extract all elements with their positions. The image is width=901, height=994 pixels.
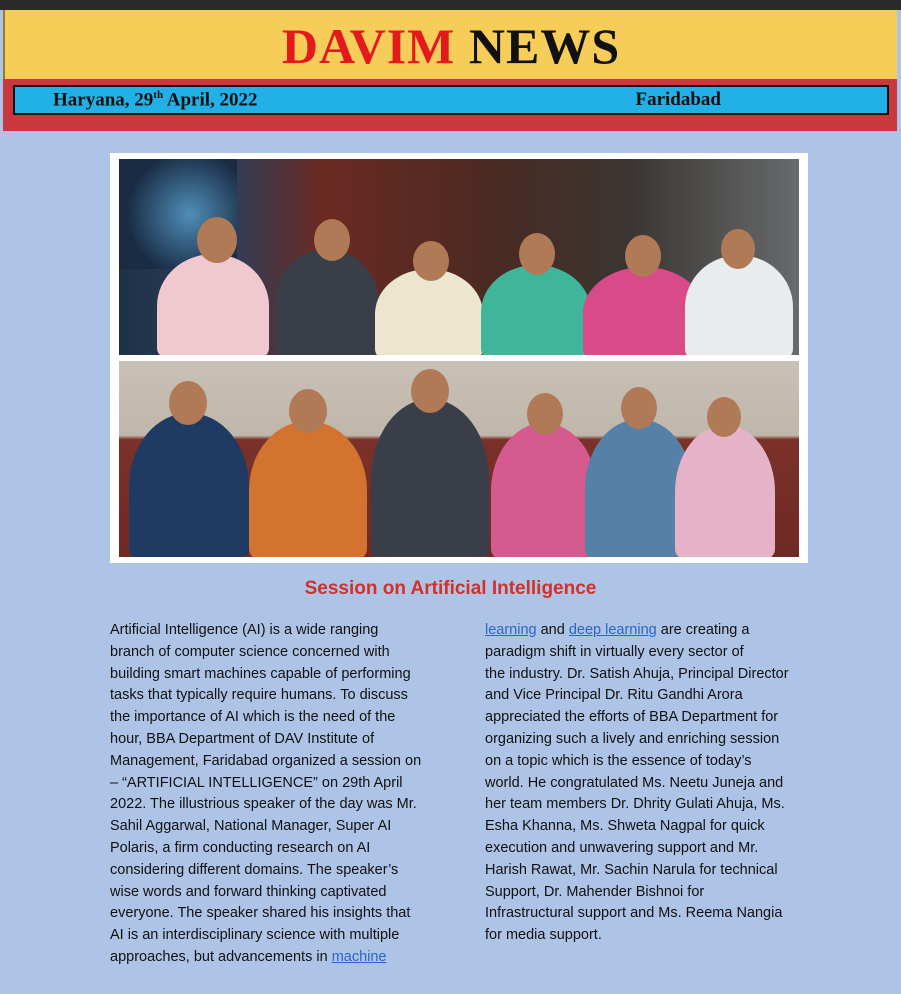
event-photo-top xyxy=(119,159,799,355)
person-head xyxy=(519,233,555,275)
title-news: NEWS xyxy=(468,18,621,74)
person-head xyxy=(169,381,207,425)
person-shape xyxy=(375,269,483,355)
person-shape xyxy=(481,265,591,355)
person-head xyxy=(721,229,755,269)
person-shape xyxy=(157,254,269,355)
article-column-right xyxy=(485,620,808,947)
article-left-text: Artificial Intelligence (AI) is a wide ranging branch of computer science concerned with building smart machines capable of performing tasks that typically require humans. To discuss the importance of AI which is the need of the hour, BBA Department of DAV Institute of Management, Faridabad organized a session on – “ARTIFICIAL INTELLIGENCE” on 29th April 2022. The illustrious speaker of the day was Mr. Sahil Aggarwal, National Manager, Super AI Polaris, a firm conducting research on AI considering different domains. The speaker’s wise words and forward thinking captivated everyone. The speaker shared his insights that AI is an interdisciplinary science with multiple approaches, but advancements in xyxy=(110,622,422,965)
title-davim: DAVIM xyxy=(281,18,456,74)
dateline-date-rest: April, 2022 xyxy=(163,89,258,111)
article-heading: Session on Artificial Intelligence xyxy=(304,578,597,599)
deep-learning-link[interactable]: deep learning xyxy=(568,622,657,638)
person-shape xyxy=(675,425,775,557)
learning-link[interactable]: learning xyxy=(485,622,537,638)
dateline-sup: th xyxy=(153,89,164,101)
article-column-left xyxy=(110,620,433,969)
person-head xyxy=(197,217,237,263)
person-head xyxy=(413,241,449,281)
person-shape xyxy=(129,413,249,557)
dateline-state: Haryana, 29 xyxy=(53,89,154,111)
newspaper-title xyxy=(5,10,897,82)
dateline-city: Faridabad xyxy=(635,89,721,110)
dateline-date xyxy=(53,89,258,111)
event-photo-bottom xyxy=(119,361,799,557)
person-head xyxy=(625,235,661,277)
dateline-bar xyxy=(13,85,889,115)
person-head xyxy=(527,393,563,435)
person-head xyxy=(314,219,350,261)
dateline-band xyxy=(3,79,897,131)
person-shape xyxy=(275,249,379,355)
person-head xyxy=(289,389,327,433)
person-head xyxy=(411,369,449,413)
machine-link[interactable]: machine xyxy=(331,948,387,965)
person-shape xyxy=(491,423,597,557)
person-shape xyxy=(371,399,489,557)
person-head xyxy=(621,387,657,429)
person-shape xyxy=(249,421,367,557)
person-shape xyxy=(685,255,793,355)
masthead xyxy=(3,10,897,82)
person-head xyxy=(707,397,741,437)
article-right-text: are creating a paradigm shift in virtually every sector of the industry. Dr. Satish Ahuja, Principal Director and Vice Principal Dr. Ritu Gandhi Arora appreciated the efforts of BBA Department for organizing such a lively and enriching session on a topic which is the essence of today’s world. He congratulated Ms. Neetu Juneja and her team members Dr. Dhrity Gulati Ahuja, Ms. Esha Khanna, Ms. Shweta Nagpal for quick execution and unwavering support and Mr. Harish Rawat, Mr. Sachin Narula for technical Support, Dr. Mahender Bishnoi for Infrastructural support and Ms. Reema Nangia for media support. xyxy=(485,622,789,944)
top-edge xyxy=(0,0,901,10)
photo-collage xyxy=(110,153,808,563)
and-text: and xyxy=(536,622,569,638)
